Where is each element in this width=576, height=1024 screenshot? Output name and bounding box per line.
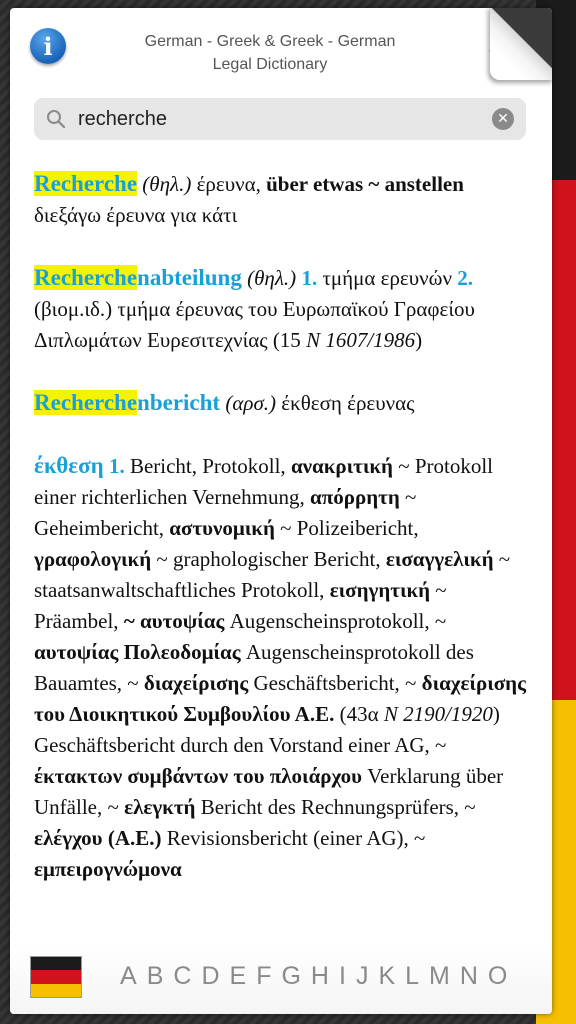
entry-bold: γραφολογική bbox=[34, 547, 152, 571]
alphabet-letter[interactable]: L bbox=[405, 962, 421, 990]
entry-recherchebericht[interactable] bbox=[34, 387, 530, 419]
entry-text: έρευνα, bbox=[191, 172, 267, 196]
alphabet-letter[interactable]: F bbox=[256, 962, 273, 990]
entry-bold: ελεγκτή bbox=[124, 795, 196, 819]
entry-ekthesi[interactable] bbox=[34, 450, 530, 885]
sense-number: 1. bbox=[301, 266, 318, 290]
law-reference: Ν 2190/1920 bbox=[383, 702, 493, 726]
entry-text: ) bbox=[415, 328, 423, 352]
entry-text: Verklarung über Unfälle, ~ bbox=[34, 764, 504, 819]
entry-text: ) Geschäftsbericht durch den Vorstand einer AG, ~ bbox=[34, 702, 500, 757]
entry-text: ~ Präambel, bbox=[34, 578, 447, 633]
entry-headword-rest: nabteilung bbox=[137, 265, 242, 290]
entry-text: τμήμα ερευνών bbox=[317, 266, 458, 290]
entry-bold: εμπειρογνώμονα bbox=[34, 857, 182, 881]
entry-headword-match: Recherche bbox=[34, 390, 138, 415]
alphabet-letter[interactable]: E bbox=[229, 962, 248, 990]
dictionary-page bbox=[10, 8, 552, 1014]
entry-text: ~ Geheimbericht, bbox=[34, 485, 417, 540]
entry-headword: έκθεση bbox=[34, 453, 104, 478]
alphabet-letter[interactable]: O bbox=[487, 962, 509, 990]
entry-text: έκθεση έρευνας bbox=[276, 391, 415, 415]
entry-bold: διαχείρισης bbox=[143, 671, 249, 695]
alphabet-index[interactable] bbox=[120, 962, 540, 996]
search-bar bbox=[34, 98, 526, 140]
alphabet-letter[interactable]: C bbox=[173, 962, 193, 990]
entry-rechercheabteilung[interactable] bbox=[34, 262, 530, 356]
entry-bold: ~ αυτοψίας bbox=[123, 609, 225, 633]
search-input[interactable] bbox=[78, 104, 478, 134]
alphabet-letter[interactable]: K bbox=[378, 962, 397, 990]
entry-text: ~ Polizeibericht, bbox=[274, 516, 419, 540]
entry-text: Revisionsbericht (einer AG), ~ bbox=[161, 826, 426, 850]
alphabet-letter[interactable]: G bbox=[281, 962, 302, 990]
entry-headword-match: Recherche bbox=[34, 265, 138, 290]
sense-number: 1. bbox=[108, 454, 125, 478]
footer-bar bbox=[10, 942, 552, 1014]
alphabet-letter[interactable]: A bbox=[120, 962, 138, 990]
entry-text: ~ staatsanwaltschaftliches Protokoll, bbox=[34, 547, 511, 602]
header bbox=[10, 8, 552, 98]
alphabet-letter[interactable]: J bbox=[355, 962, 370, 990]
german-flag-icon[interactable] bbox=[30, 956, 82, 998]
entry-text: Bericht, Protokoll, bbox=[124, 454, 291, 478]
entry-headword-match: Recherche bbox=[34, 171, 138, 196]
title-line-1: German - Greek & Greek - German bbox=[144, 33, 396, 50]
alphabet-letter[interactable]: N bbox=[459, 962, 479, 990]
alphabet-letter[interactable]: I bbox=[338, 962, 347, 990]
entry-bold: ανακριτική bbox=[290, 454, 393, 478]
grammar-tag: (θηλ.) bbox=[142, 172, 192, 196]
title-line-2: Legal Dictionary bbox=[212, 56, 328, 73]
entry-bold: εισαγγελική bbox=[385, 547, 494, 571]
entry-text: (βιομ.ιδ.) τμήμα έρευνας του Ευρωπαϊκού Γραφείου Διπλωμάτων Ευρεσιτεχνίας (15 bbox=[34, 297, 475, 352]
entry-text: (43α bbox=[334, 702, 384, 726]
alphabet-letter[interactable]: D bbox=[201, 962, 221, 990]
entry-text: διεξάγω έρευνα για κάτι bbox=[34, 203, 238, 227]
entry-bold: ελέγχου (Α.Ε.) bbox=[34, 826, 162, 850]
page-curl[interactable] bbox=[490, 8, 552, 80]
info-icon[interactable]: i bbox=[30, 28, 66, 64]
entry-headword-rest: nbericht bbox=[137, 390, 221, 415]
entry-bold: αυτοψίας Πολεοδομίας bbox=[34, 640, 241, 664]
alphabet-letter[interactable]: H bbox=[310, 962, 330, 990]
entry-text: ~ Protokoll einer richterlichen Vernehmung, bbox=[34, 454, 493, 509]
entry-text: Augenscheinsprotokoll, ~ bbox=[224, 609, 447, 633]
entry-text: Augenscheinsprotokoll des Bauamtes, ~ bbox=[34, 640, 474, 695]
law-reference: Ν 1607/1986 bbox=[306, 328, 416, 352]
entry-text: Bericht des Rechnungsprüfers, ~ bbox=[195, 795, 476, 819]
entry-text: Geschäftsbericht, ~ bbox=[248, 671, 422, 695]
entry-bold: αστυνομική bbox=[169, 516, 275, 540]
entry-bold: διαχείρισης του Διοικητικού Συμβουλίου Α.Ε. bbox=[34, 671, 526, 726]
grammar-tag: (αρσ.) bbox=[225, 391, 277, 415]
entry-bold: έκτακτων συμβάντων του πλοιάρχου bbox=[34, 764, 363, 788]
entry-bold: über etwas ~ anstellen bbox=[266, 172, 464, 196]
alphabet-letter[interactable]: B bbox=[146, 962, 165, 990]
alphabet-letter[interactable]: M bbox=[429, 962, 451, 990]
entry-bold: εισηγητική bbox=[329, 578, 431, 602]
entry-text: ~ graphologischer Bericht, bbox=[151, 547, 386, 571]
search-icon bbox=[46, 109, 66, 129]
grammar-tag: (θηλ.) bbox=[247, 266, 297, 290]
page-title bbox=[100, 30, 440, 76]
entry-bold: απόρρητη bbox=[310, 485, 400, 509]
entry-recherche[interactable] bbox=[34, 168, 530, 231]
clear-icon[interactable]: ✕ bbox=[492, 108, 514, 130]
sense-number: 2. bbox=[457, 266, 473, 290]
results-list[interactable] bbox=[34, 168, 530, 942]
